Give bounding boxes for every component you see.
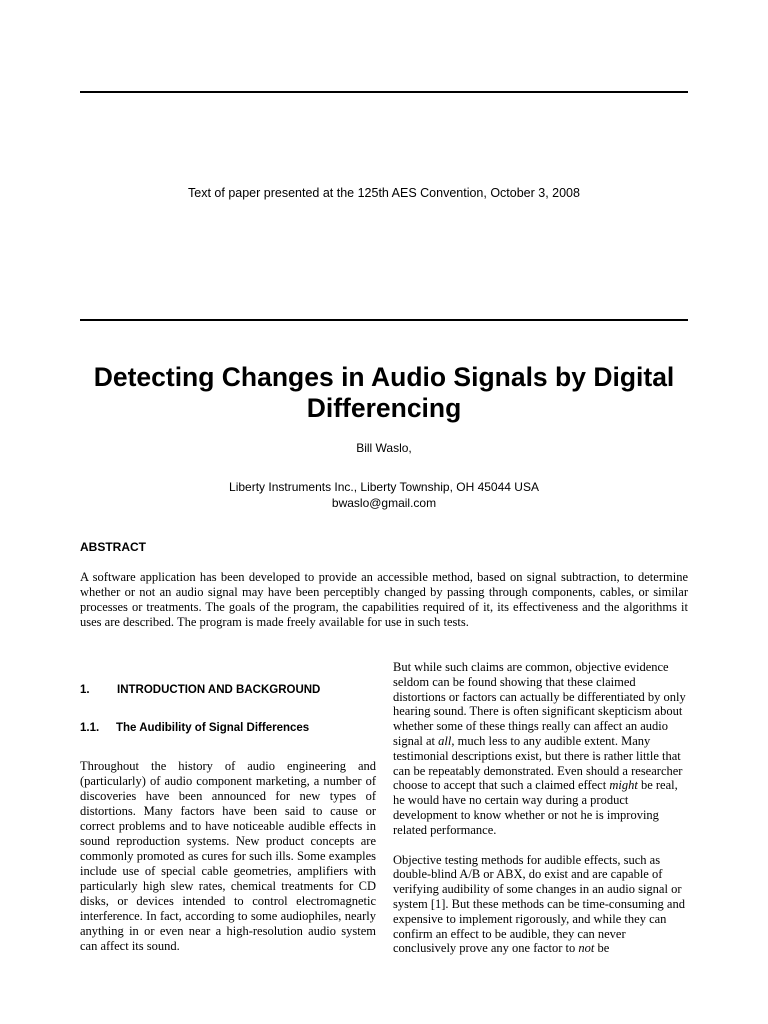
intro-paragraph-left: Throughout the history of audio engineering and (particularly) of audio component marketing, a number of discoveries have been announced for new types of distortions. Many factors have been said to cause or correct problems and to have noticeable audible effects in sound reproduction systems. New product concepts are commonly promoted as cures for such ills. Some examples include use of special cable geometries, amplifiers with particularly high slew rates, chemical treatments for CD disks, or devices intended to control electromagnetic interference. In fact, according to some audiophiles, nearly anything in or even near a high-resolution audio system can affect its sound. [80, 759, 376, 953]
title-rule [80, 319, 688, 321]
author-email: bwaslo@gmail.com [331, 495, 437, 510]
right-column [393, 660, 688, 971]
section-title: INTRODUCTION AND BACKGROUND [117, 684, 321, 696]
intro-paragraph-right-1: But while such claims are common, objective evidence seldom can be found showing that these claimed distortions or factors can actually be differentiated by only hearing sound. There is often significant skepticism about whether some of these things really can affect an audio signal at all, much less to any audible extent. Many testimonial descriptions exist, but there is rather little that can be repeatably demonstrated. Even should a researcher choose to accept that such a claimed effect might be real, he would have no certain way during a product development to know whether or not he is improving related performance. [393, 660, 686, 837]
subsection-heading [80, 722, 380, 734]
subsection-title: The Audibility of Signal Differences [116, 722, 310, 734]
paper-title: Detecting Changes in Audio Signals by Digital Differencing [93, 362, 675, 423]
section-number: 1. [80, 684, 90, 696]
abstract-text: A software application has been developed to provide an accessible method, based on signal subtraction, to determine whether or not an audio signal may have been perceptibly changed by passing through components, cables, or similar processes or treatments. The goals of the program, the capabilities required of it, its effectiveness and the algorithms it uses are described. The program is made freely available for use in such tests. [80, 570, 688, 629]
top-rule [80, 91, 688, 93]
subsection-number: 1.1. [80, 722, 100, 734]
affiliation: Liberty Instruments Inc., Liberty Township, OH 45044 USA [229, 480, 539, 494]
section-heading [80, 684, 380, 696]
abstract-heading: ABSTRACT [80, 540, 146, 554]
presentation-note: Text of paper presented at the 125th AES Convention, October 3, 2008 [188, 186, 580, 200]
intro-paragraph-right-2: Objective testing methods for audible effects, such as double-blind A/B or ABX, do exist and are capable of verifying audibility of some changes in an audio signal or system [1]. But these methods can be time-consuming and expensive to implement rigorously, and while they can confirm an effect to be audible, they can never conclusively prove any one factor to not be [393, 852, 685, 956]
affiliation-block [80, 480, 688, 511]
author-name: Bill Waslo, [356, 441, 412, 455]
